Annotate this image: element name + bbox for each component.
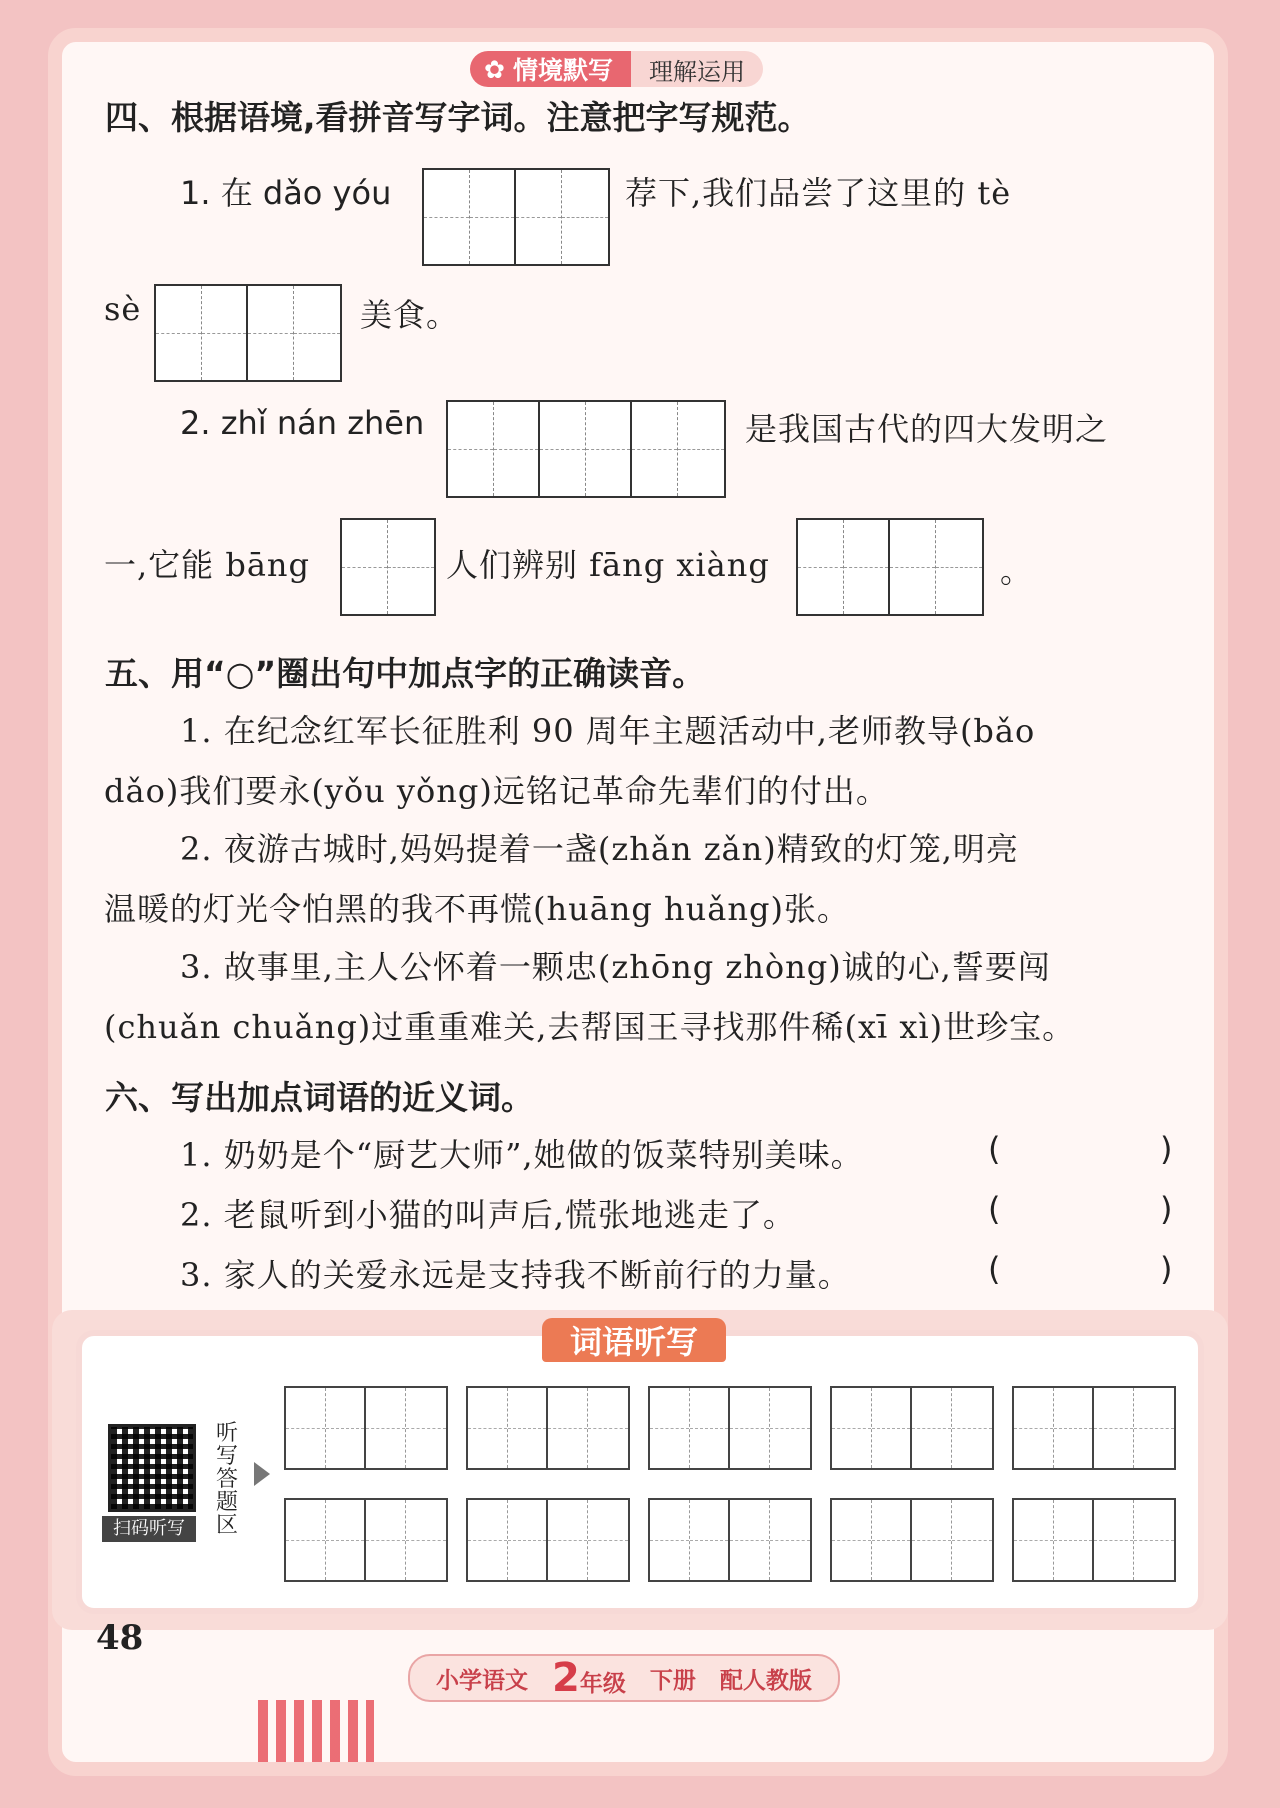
q4-2-end: 。: [1000, 552, 1034, 590]
dictation-grid-5[interactable]: [1012, 1386, 1176, 1470]
dictation-title: 词语听写: [542, 1318, 726, 1362]
dictation-grid-6[interactable]: [284, 1498, 448, 1582]
dictation-grid-1[interactable]: [284, 1386, 448, 1470]
dictation-area-label: 听写答题区: [216, 1421, 239, 1538]
q5-line-3: 2. 夜游古城时,妈妈提着一盏(zhǎn zǎn)精致的灯笼,明亮: [180, 830, 1019, 868]
footer-edition: 配人教版: [719, 1667, 812, 1694]
q6-paren-close-1: ): [1160, 1130, 1173, 1168]
q5-line-1: 1. 在纪念红军长征胜利 90 周年主题活动中,老师教导(bǎo: [180, 712, 1036, 750]
q4-1-line2-prefix: sè: [104, 290, 142, 328]
q4-2-middle: 是我国古代的四大发明之: [745, 410, 1109, 448]
q6-paren-close-3: ): [1160, 1250, 1173, 1288]
q6-paren-close-2: ): [1160, 1190, 1173, 1228]
section-tabs: [470, 52, 763, 86]
dictation-grid-7[interactable]: [466, 1498, 630, 1582]
dictation-grid-8[interactable]: [648, 1498, 812, 1582]
binding-strip: [258, 1700, 374, 1762]
tab-understanding-application[interactable]: [631, 51, 763, 87]
qr-code-icon[interactable]: [108, 1424, 196, 1512]
tab-situational-dictation[interactable]: [470, 51, 631, 87]
q4-1-middle: 荐下,我们品尝了这里的 tè: [625, 174, 1012, 212]
answer-grid-bang[interactable]: [340, 518, 436, 616]
q5-line-4: 温暖的灯光令怕黑的我不再慌(huāng huǎng)张。: [104, 890, 850, 928]
q4-1-prefix: 1. 在 dǎo yóu: [180, 174, 392, 212]
medal-icon: ✿: [484, 54, 505, 84]
answer-grid-fangxiang[interactable]: [796, 518, 984, 616]
q6-item-2: 2. 老鼠听到小猫的叫声后,慌张地逃走了。: [180, 1196, 796, 1234]
q4-2-line2-a: 一,它能 bāng: [104, 546, 311, 584]
arrow-right-icon: [254, 1462, 270, 1486]
section-6-title: 六、写出加点词语的近义词。: [105, 1078, 534, 1117]
q5-line-2: dǎo)我们要永(yǒu yǒng)远铭记革命先辈们的付出。: [104, 772, 889, 810]
qr-scan-label: 扫码听写: [102, 1516, 196, 1542]
q6-paren-open-2: (: [988, 1190, 1001, 1228]
dictation-grid-10[interactable]: [1012, 1498, 1176, 1582]
q4-1-end: 美食。: [360, 296, 460, 334]
section-4-title: 四、根据语境,看拼音写字词。注意把字写规范。: [105, 98, 811, 137]
q6-paren-open-3: (: [988, 1250, 1001, 1288]
q6-item-1: 1. 奶奶是个“厨艺大师”,她做的饭菜特别美味。: [180, 1136, 864, 1174]
q4-2-prefix: 2. zhǐ nán zhēn: [180, 404, 425, 442]
q5-line-5: 3. 故事里,主人公怀着一颗忠(zhōng zhòng)诚的心,誓要闯: [180, 948, 1051, 986]
tab-active-label: 情境默写: [512, 56, 613, 85]
q5-line-6: (chuǎn chuǎng)过重重难关,去帮国王寻找那件稀(xī xì)世珍宝。: [104, 1008, 1076, 1046]
tab-inactive-label: 理解运用: [648, 57, 745, 86]
dictation-grid-3[interactable]: [648, 1386, 812, 1470]
dictation-grid-9[interactable]: [830, 1498, 994, 1582]
footer-grade: 2年级: [552, 1655, 626, 1701]
section-5-title: 五、用“○”圈出句中加点字的正确读音。: [105, 654, 706, 693]
answer-grid-daoyou[interactable]: [422, 168, 610, 266]
footer-volume: 下册: [649, 1667, 696, 1694]
q6-item-3: 3. 家人的关爱永远是支持我不断前行的力量。: [180, 1256, 851, 1294]
answer-grid-zhinanzhen[interactable]: [446, 400, 726, 498]
answer-grid-tese[interactable]: [154, 284, 342, 382]
q4-2-line2-b: 人们辨别 fāng xiàng: [446, 546, 770, 584]
q6-paren-open-1: (: [988, 1130, 1001, 1168]
footer-subject: 小学语文: [436, 1667, 528, 1694]
book-footer: [408, 1654, 840, 1702]
dictation-grid-4[interactable]: [830, 1386, 994, 1470]
dictation-grid-2[interactable]: [466, 1386, 630, 1470]
page-number: 48: [96, 1618, 144, 1658]
